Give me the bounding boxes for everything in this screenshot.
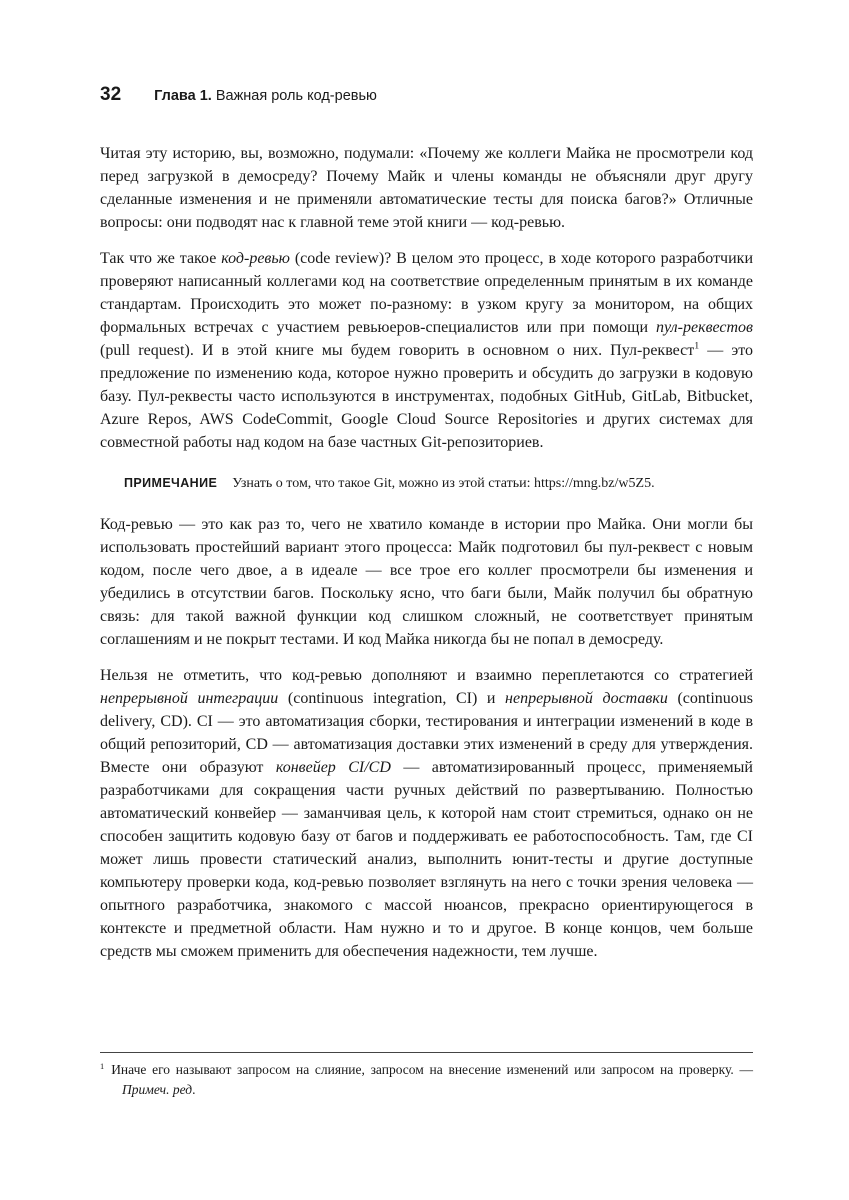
- paragraph-2: Так что же такое код-ревью (code review)? В целом это процесс, в ходе которого разработчики проверяют написанный коллегами код на соответствие определенным принятым в их команде стандартам. Происходить это может по-разному: в узком кругу за монитором, на общих формальных встречах с участием ревьюеров-специалистов или при помощи пул-реквестов (pull request). И в этой книге мы будем говорить в основном о них. Пул-реквест$^1$ — это предложение по изменению кода, которое нужно проверить и обсудить до загрузки в кодовую базу. Пул-реквесты часто используются в инструментах, подобных GitHub, GitLab, Bitbucket, Azure Repos, AWS CodeCommit, Google Cloud Source Repositories и других системах для совместной работы над кодом на базе частных Git-репозиториев.: [100, 250, 753, 451]
- page-header: [100, 84, 753, 106]
- footnote-text: Иначе его называют запросом на слияние, запросом на внесение изменений или запросом на проверку. — Примеч. ред.: [111, 1062, 753, 1097]
- page-number: 32: [100, 84, 122, 105]
- running-head: [154, 88, 377, 104]
- footnote-divider: [100, 1052, 753, 1053]
- note-label: ПРИМЕЧАНИЕ: [124, 476, 218, 490]
- paragraph-4: Нельзя не отметить, что код-ревью дополняют и взаимно переплетаются со стратегией непрерывной интеграции (continuous integration, CI) и непрерывной доставки (continuous delivery, CD). CI — это автоматизация сборки, тестирования и интеграции изменений в коде в общий репозиторий, CD — автоматизация доставки этих изменений в среду для утверждения. Вместе они образуют конвейер CI/CD — автоматизированный процесс, применяемый разработчиками для сокращения части ручных действий по развертыванию. Полностью автоматический конвейер — заманчивая цель, к которой нам стоит стремиться, однако он не способен защитить кодовую базу от багов и поддерживать ее работоспособность. Там, где CI может лишь провести статический анализ, выполнить юнит-тесты и другие доступные компьютеру проверки кода, код-ревью позволяет взглянуть на него с точки зрения человека — опытного разработчика, знакомого с массой нюансов, прекрасно ориентирующегося в контексте и предметной области. Нам нужно и то и другое. В конце концов, чем больше средств мы сможем применить для обеспечения надежности, тем лучше.: [100, 667, 754, 960]
- footnote-area: [100, 1052, 753, 1100]
- chapter-title: Важная роль код-ревью: [211, 88, 377, 104]
- footnote: [100, 1060, 753, 1100]
- footnote-marker: 1: [100, 1061, 105, 1071]
- chapter-label: Глава 1.: [154, 88, 212, 104]
- page-content: [100, 84, 753, 976]
- paragraph-3: Код-ревью — это как раз то, чего не хватило команде в истории про Майка. Они могли бы использовать простейший вариант этого процесса: Майк подготовил бы пул-реквест с новым кодом, после чего двое, а в идеале — все трое его коллег просмотрели бы изменения и убедились в отсутствии багов. Поскольку ясно, что баги были, Майк получил бы обратную связь: для такой важной функции код слишком сложный, не соответствует принятым соглашениям и не покрыт тестами. И код Майка никогда бы не попал в демосреду.: [100, 516, 753, 648]
- paragraph-1: Читая эту историю, вы, возможно, подумали: «Почему же коллеги Майка не просмотрели код перед загрузкой в демосреду? Почему Майк и члены команды не объясняли друг другу сделанные изменения и не применяли автоматические тесты для поиска багов?» Отличные вопросы: они подводят нас к главной теме этой книги — код-ревью.: [100, 145, 753, 231]
- note-box: [124, 473, 753, 494]
- note-text: Узнать о том, что такое Git, можно из этой статьи: https://mng.bz/w5Z5.: [232, 476, 655, 491]
